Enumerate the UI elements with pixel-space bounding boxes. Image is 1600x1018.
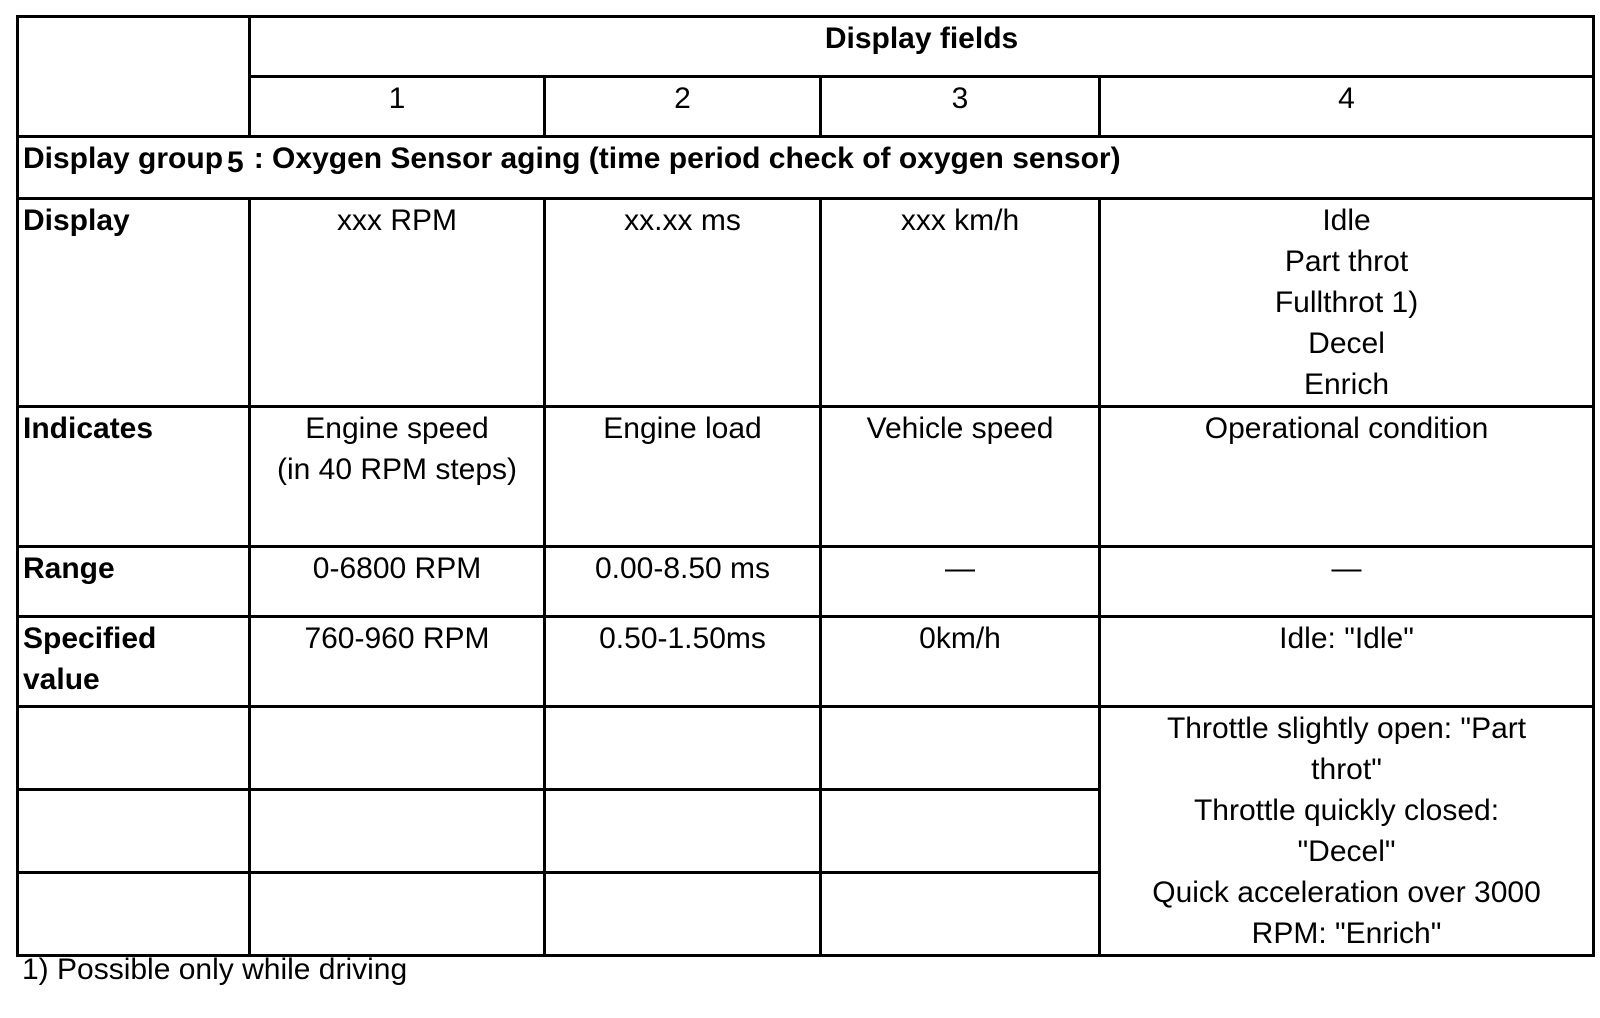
display-field-1: xxx RPM — [250, 199, 545, 407]
range-field-2: 0.00-8.50 ms — [545, 547, 821, 617]
specified-value-row-label — [18, 617, 250, 707]
display-field-3: xxx km/h — [821, 199, 1100, 407]
specified-field-1: 760-960 RPM — [250, 617, 545, 707]
display-field-2: xx.xx ms — [545, 199, 821, 407]
display-group-description: : Oxygen Sensor aging (time period check of oxygen sensor) — [253, 142, 1121, 175]
header-row-display-fields — [18, 17, 1594, 77]
display-field-4-option: Enrich — [1303, 368, 1390, 401]
display-group-label: Display group — [23, 142, 224, 175]
specified-field-2: 0.50-1.50ms — [545, 617, 821, 707]
indicates-field-4: Operational condition — [1100, 407, 1594, 547]
condition-line: Throttle quickly closed: — [1193, 794, 1500, 827]
range-field-4: — — [1100, 547, 1594, 617]
measured-value-block-sheet — [16, 15, 1592, 957]
condition-line: Throttle slightly open: "Part — [1166, 712, 1527, 745]
indicates-field-2: Engine load — [545, 407, 821, 547]
specified-field-4: Idle: "Idle" — [1100, 617, 1594, 707]
range-field-3: — — [821, 547, 1100, 617]
specified-label-line: value — [23, 663, 100, 696]
operational-conditions-cell — [1100, 707, 1594, 956]
corner-cell — [18, 17, 250, 137]
empty-cell — [545, 790, 821, 873]
indicates-field-3: Vehicle speed — [821, 407, 1100, 547]
display-row-label: Display — [18, 199, 250, 407]
display-field-4-option: Fullthrot 1) — [1274, 286, 1419, 319]
empty-cell — [18, 707, 250, 790]
empty-cell — [18, 790, 250, 873]
header-row-field-numbers — [18, 77, 1594, 137]
field-number-2: 2 — [545, 77, 821, 137]
range-field-1: 0-6800 RPM — [250, 547, 545, 617]
empty-cell — [250, 790, 545, 873]
display-field-4-option: Decel — [1308, 327, 1385, 360]
empty-cell — [545, 707, 821, 790]
condition-line: RPM: "Enrich" — [1251, 917, 1442, 950]
empty-cell — [821, 790, 1100, 873]
footnote: 1) Possible only while driving — [22, 953, 408, 986]
range-row-label: Range — [18, 547, 250, 617]
display-field-4 — [1100, 199, 1594, 407]
indicates-row-label: Indicates — [18, 407, 250, 547]
indicates-field-1-line: (in 40 RPM steps) — [276, 453, 518, 486]
range-row — [18, 547, 1594, 617]
display-row — [18, 199, 1594, 407]
display-group-number: 5 — [227, 146, 244, 179]
empty-row — [18, 707, 1594, 790]
empty-cell — [821, 707, 1100, 790]
specified-label-line: Specified — [23, 622, 157, 655]
display-field-4-option: Idle — [1322, 204, 1371, 237]
display-group-row — [18, 137, 1594, 199]
empty-cell — [250, 873, 545, 956]
display-fields-heading: Display fields — [250, 17, 1594, 77]
empty-cell — [18, 873, 250, 956]
specified-field-3: 0km/h — [821, 617, 1100, 707]
specified-value-row — [18, 617, 1594, 707]
display-group-table — [16, 15, 1595, 957]
display-group-title — [18, 137, 1594, 199]
empty-cell — [545, 873, 821, 956]
condition-line: throt" — [1311, 753, 1382, 786]
condition-line: Quick acceleration over 3000 — [1152, 876, 1541, 909]
field-number-3: 3 — [821, 77, 1100, 137]
field-number-4: 4 — [1100, 77, 1594, 137]
display-field-4-option: Part throt — [1284, 245, 1409, 278]
indicates-field-1 — [250, 407, 545, 547]
condition-line: "Decel" — [1297, 835, 1396, 868]
empty-cell — [821, 873, 1100, 956]
field-number-1: 1 — [250, 77, 545, 137]
indicates-row — [18, 407, 1594, 547]
empty-cell — [250, 707, 545, 790]
indicates-field-1-line: Engine speed — [305, 412, 489, 445]
